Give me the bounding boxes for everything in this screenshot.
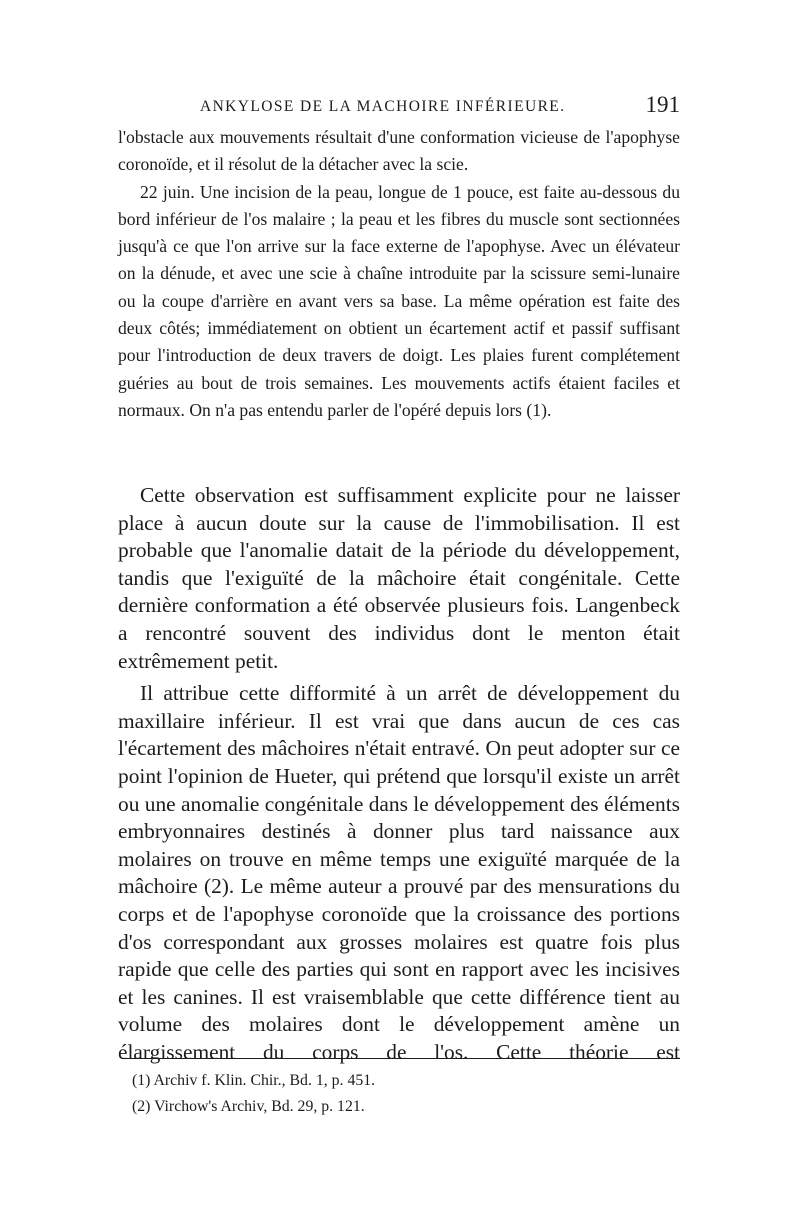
footnotes: [132, 1068, 375, 1120]
running-title: ANKYLOSE DE LA MACHOIRE INFÉRIEURE.: [200, 98, 566, 115]
body-paragraph-1: Cette observation est suffisamment explicite pour ne laisser place à aucun doute sur la cause de l'immobilisation. Il est probable que l'anomalie datait de la période du développement, tandis que l'exiguïté de la mâchoire était congénitale. Cette dernière conformation a été observée plusieurs fois. Langenbeck a rencontré souvent des individus dont le menton était extrêmement petit.: [118, 483, 680, 673]
main-body-text: [118, 482, 680, 1066]
case-paragraph-2: 22 juin. Une incision de la peau, longue de 1 pouce, est faite au-dessous du bord inférieur de l'os malaire ; la peau et les fibres du muscle sont sectionnées jusqu'à ce que l'on arrive sur la face externe de l'apophyse. Avec un élévateur on la dénude, et avec une scie à chaîne introduite par la scissure semi-lunaire ou la coupe d'arrière en avant vers sa base. La même opération est faite des deux côtés; immédiatement on obtient un écartement actif et passif suffisant pour l'introduction de deux travers de doigt. Les plaies furent complétement guéries au bout de trois semaines. Les mouvements actifs étaient faciles et normaux. On n'a pas entendu parler de l'opéré depuis lors (1).: [118, 181, 680, 420]
case-paragraph-1: l'obstacle aux mouvements résultait d'une conformation vicieuse de l'apophyse coronoïde, et il résolut de la détacher avec la scie.: [118, 127, 680, 175]
footnote-2: (2) Virchow's Archiv, Bd. 29, p. 121.: [132, 1098, 365, 1115]
footnote-divider: [122, 1058, 680, 1059]
body-paragraph-2: Il attribue cette difformité à un arrêt de développement du maxillaire inférieur. Il est vrai que dans aucun de ces cas l'écartement des mâchoires n'était entravé. On peut adopter sur ce point l'opinion de Hueter, qui prétend que lorsqu'il existe un arrêt ou une anomalie congénitale dans le développement des éléments embryonnaires destinés à donner plus tard naissance aux molaires on trouve en même temps une exiguïté marquée de la mâchoire (2). Le même auteur a prouvé par des mensurations du corps et de l'apophyse coronoïde que la croissance des portions d'os correspondant aux grosses molaires est quatre fois plus rapide que celle des parties qui sont en rapport avec les incisives et les canines. Il est vraisemblable que cette différence tient au volume des molaires dont le développement amène un élargissement du corps de l'os. Cette théorie est: [118, 681, 680, 1064]
running-header: [118, 92, 682, 118]
case-report-text: [118, 124, 680, 424]
page-number: 191: [645, 92, 680, 117]
footnote-1: (1) Archiv f. Klin. Chir., Bd. 1, p. 451.: [132, 1072, 376, 1089]
